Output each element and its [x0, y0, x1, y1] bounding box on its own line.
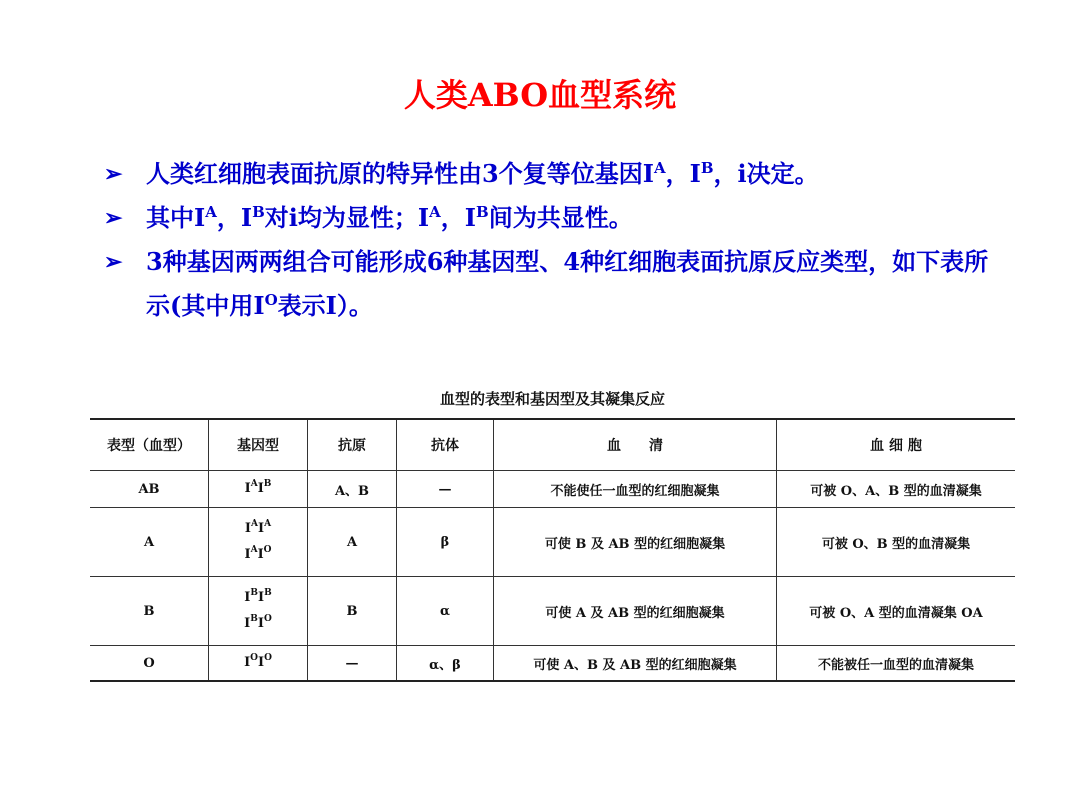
bullet-item: ➢ 3种基因两两组合可能形成6种基因型、4种红细胞表面抗原反应类型，如下表所示(其中用$I^O$表示I）。: [100, 240, 1000, 328]
cell-serum: 可使 A 及 AB 型的红细胞凝集: [494, 577, 777, 646]
cell-phenotype: A: [90, 508, 209, 577]
genotype: $I^BI^B$: [244, 588, 272, 605]
cell-antigen: —: [308, 646, 397, 682]
cell-cells: 可被 O、A、B 型的血清凝集: [777, 471, 1016, 508]
cell-serum: 可使 B 及 AB 型的红细胞凝集: [494, 508, 777, 577]
cell-cells: 可被 O、B 型的血清凝集: [777, 508, 1016, 577]
table-row: [90, 508, 1015, 577]
table-row: [90, 471, 1015, 508]
header-cells: 血 细 胞: [777, 419, 1016, 471]
cell-genotype: [209, 577, 308, 646]
cell-phenotype: O: [90, 646, 209, 682]
cell-phenotype: B: [90, 577, 209, 646]
cell-antigen: A、B: [308, 471, 397, 508]
header-genotype: 基因型: [209, 419, 308, 471]
cell-genotype: [209, 508, 308, 577]
bullet-list: [100, 152, 1000, 328]
header-serum: 血 清: [494, 419, 777, 471]
genotype: $I^AI^O$: [244, 545, 272, 562]
table-header-row: [90, 419, 1015, 471]
genotype: $I^BI^O$: [244, 614, 272, 631]
cell-phenotype: AB: [90, 471, 209, 508]
table-row: [90, 646, 1015, 682]
arrow-bullet-icon: ➢: [104, 249, 123, 275]
bullet-item: ➢ 人类红细胞表面抗原的特异性由3个复等位基因$I^A$，$I^B$，i决定。: [100, 152, 1000, 196]
bullet-item: ➢ 其中$I^A$，$I^B$对i均为显性；$I^A$，$I^B$间为共显性。: [100, 196, 1000, 240]
blood-type-table: [90, 418, 1015, 682]
cell-antibody: β: [397, 508, 494, 577]
cell-antibody: —: [397, 471, 494, 508]
arrow-bullet-icon: ➢: [104, 161, 123, 187]
arrow-bullet-icon: ➢: [104, 205, 123, 231]
header-antigen: 抗原: [308, 419, 397, 471]
cell-cells: 不能被任一血型的血清凝集: [777, 646, 1016, 682]
header-phenotype: 表型（血型）: [90, 419, 209, 471]
cell-cells: 可被 O、A 型的血清凝集 OA: [777, 577, 1016, 646]
table-row: [90, 577, 1015, 646]
genotype: $I^AI^A$: [244, 519, 272, 536]
cell-antibody: α、β: [397, 646, 494, 682]
genotype: $I^AI^B$: [244, 479, 272, 496]
cell-serum: 可使 A、B 及 AB 型的红细胞凝集: [494, 646, 777, 682]
table-caption: 血型的表型和基因型及其凝集反应: [439, 390, 665, 408]
cell-antigen: B: [308, 577, 397, 646]
page-title: 人类ABO血型系统: [403, 76, 677, 114]
header-antibody: 抗体: [397, 419, 494, 471]
cell-antibody: α: [397, 577, 494, 646]
cell-genotype: [209, 471, 308, 508]
genotype: $I^OI^O$: [244, 653, 272, 670]
cell-genotype: [209, 646, 308, 682]
cell-antigen: A: [308, 508, 397, 577]
cell-serum: 不能使任一血型的红细胞凝集: [494, 471, 777, 508]
